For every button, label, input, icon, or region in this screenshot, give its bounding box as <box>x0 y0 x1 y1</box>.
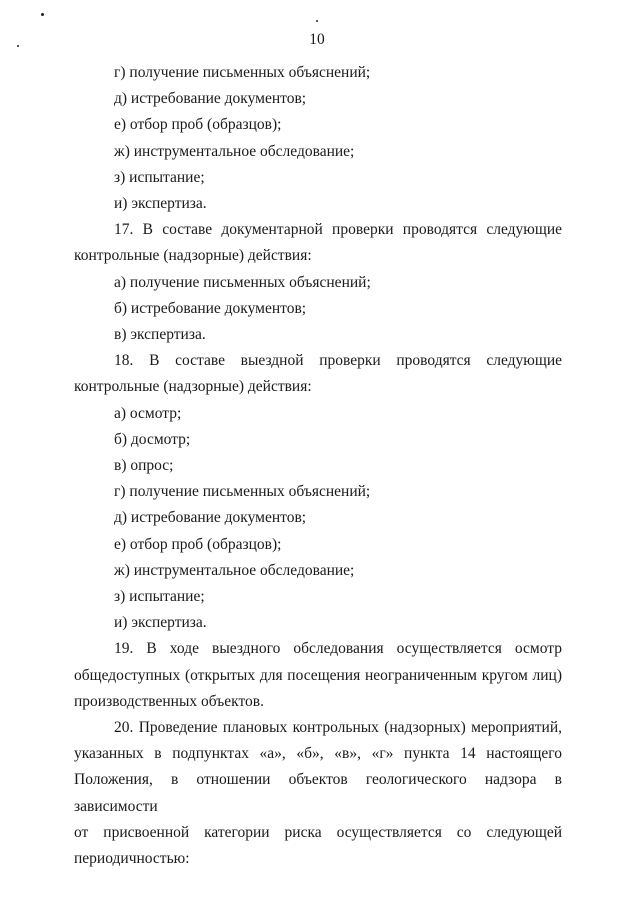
list-item: а) осмотр; <box>114 404 182 422</box>
list-item: б) досмотр; <box>114 430 191 448</box>
paragraph-19 <box>74 636 562 715</box>
list-item: и) экспертиза. <box>114 614 207 632</box>
list-item: д) истребование документов; <box>114 509 307 527</box>
list-item: в) экспертиза. <box>114 326 206 344</box>
list-item: е) отбор проб (образцов); <box>114 535 282 553</box>
list-item: г) получение письменных объяснений; <box>114 64 371 81</box>
paragraph-line: Положения, в отношении объектов геологического надзора в зависимости <box>74 771 562 815</box>
list-item: д) истребование документов; <box>114 90 307 108</box>
list-item: а) получение письменных объяснений; <box>114 273 371 291</box>
list-item: з) испытание; <box>114 588 205 606</box>
paragraph-line: контрольные (надзорные) действия: <box>74 247 312 265</box>
document-body <box>74 60 562 872</box>
paragraph-line: контрольные (надзорные) действия: <box>74 378 312 396</box>
paragraph-line: общедоступных (открытых для посещения неограниченным кругом лиц) <box>74 666 562 684</box>
list-item: г) получение письменных объяснений; <box>114 483 371 501</box>
list-item: ж) инструментальное обследование; <box>114 142 355 160</box>
list-item: б) истребование документов; <box>114 299 307 317</box>
list-item: з) испытание; <box>114 168 205 186</box>
paragraph-line: 19. В ходе выездного обследования осуществляется осмотр <box>114 640 562 658</box>
paragraph-line: периодичностью: <box>74 850 190 868</box>
scan-mark <box>41 13 44 16</box>
paragraph-line: 17. В составе документарной проверки проводятся следующие <box>114 221 562 239</box>
paragraph-20 <box>74 715 562 872</box>
list-item: и) экспертиза. <box>114 195 207 213</box>
paragraph-line: 20. Проведение плановых контрольных (надзорных) мероприятий, <box>114 719 562 737</box>
page-number: 10 <box>309 31 325 48</box>
scan-mark <box>316 20 318 22</box>
paragraph-line: 18. В составе выездной проверки проводятся следующие <box>114 352 562 370</box>
list-item: ж) инструментальное обследование; <box>114 561 355 579</box>
paragraph-line: от присвоенной категории риска осуществляется со следующей <box>74 823 562 841</box>
paragraph-18 <box>74 348 562 400</box>
list-item: в) опрос; <box>114 457 174 475</box>
paragraph-line: указанных в подпунктах «а», «б», «в», «г» пункта 14 настоящего <box>74 745 562 763</box>
list-item: е) отбор проб (образцов); <box>114 116 282 134</box>
paragraph-17 <box>74 217 562 269</box>
paragraph-line: производственных объектов. <box>74 692 264 710</box>
